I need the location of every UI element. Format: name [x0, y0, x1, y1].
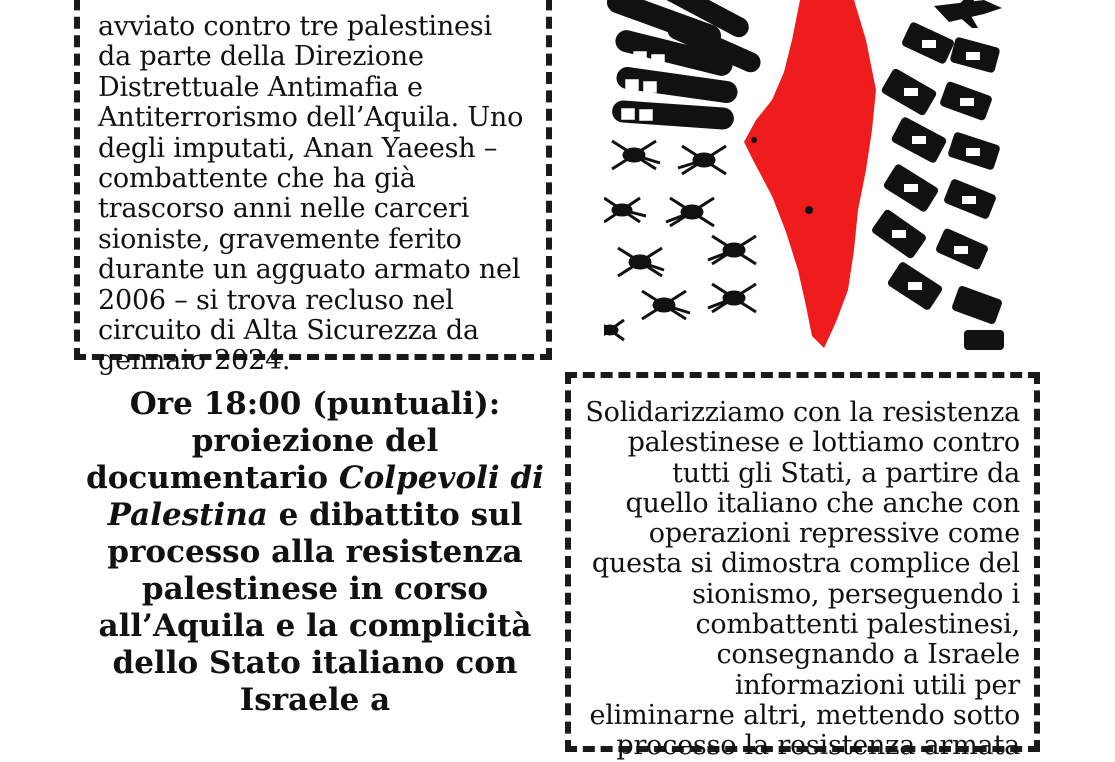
event-announcement: [80, 386, 550, 719]
intro-text-box: [74, 0, 552, 377]
film-title: Colpevoli di Palestina: [107, 460, 544, 533]
palestine-map-shape: [744, 0, 876, 348]
helicopters-group: [604, 141, 756, 340]
solidarity-text-box: [565, 372, 1040, 762]
solidarity-paragraph: Solidarizziamo con la resistenza palestinese e lottiamo contro tutti gli Stati, a partire da quello italiano che anche con operazioni repressive come questa si dimostra complice del sionismo, perseguendo i combattenti palestinesi, consegnando a Israele informazioni utili per eliminarne altri, mettendo sotto processo la resistenza armata: [585, 397, 1020, 762]
tanks-group: [870, 21, 1004, 350]
jet-icon: [934, 0, 1002, 28]
intro-paragraph: avviato contro tre palestinesi da parte della Direzione Distrettuale Antimafia e Antiterrorismo dell’Aquila. Uno degli imputati, Anan Yaeesh – combattente che ha già trascorso anni nelle carceri sioniste, gravemente ferito durante un agguato armato nel 2006 – si trova recluso nel circuito di Alta Sicurezza da gennaio 2024.: [98, 11, 524, 377]
palestine-weapons-artwork: [604, 0, 1004, 350]
event-text-part1: Ore 18:00 (puntuali): proiezione del documentario: [86, 386, 501, 496]
event-text-part2: e dibattito sul processo alla resistenza palestinese in corso all’Aquila e la complicità dello Stato italiano con Israele a: [98, 497, 532, 718]
